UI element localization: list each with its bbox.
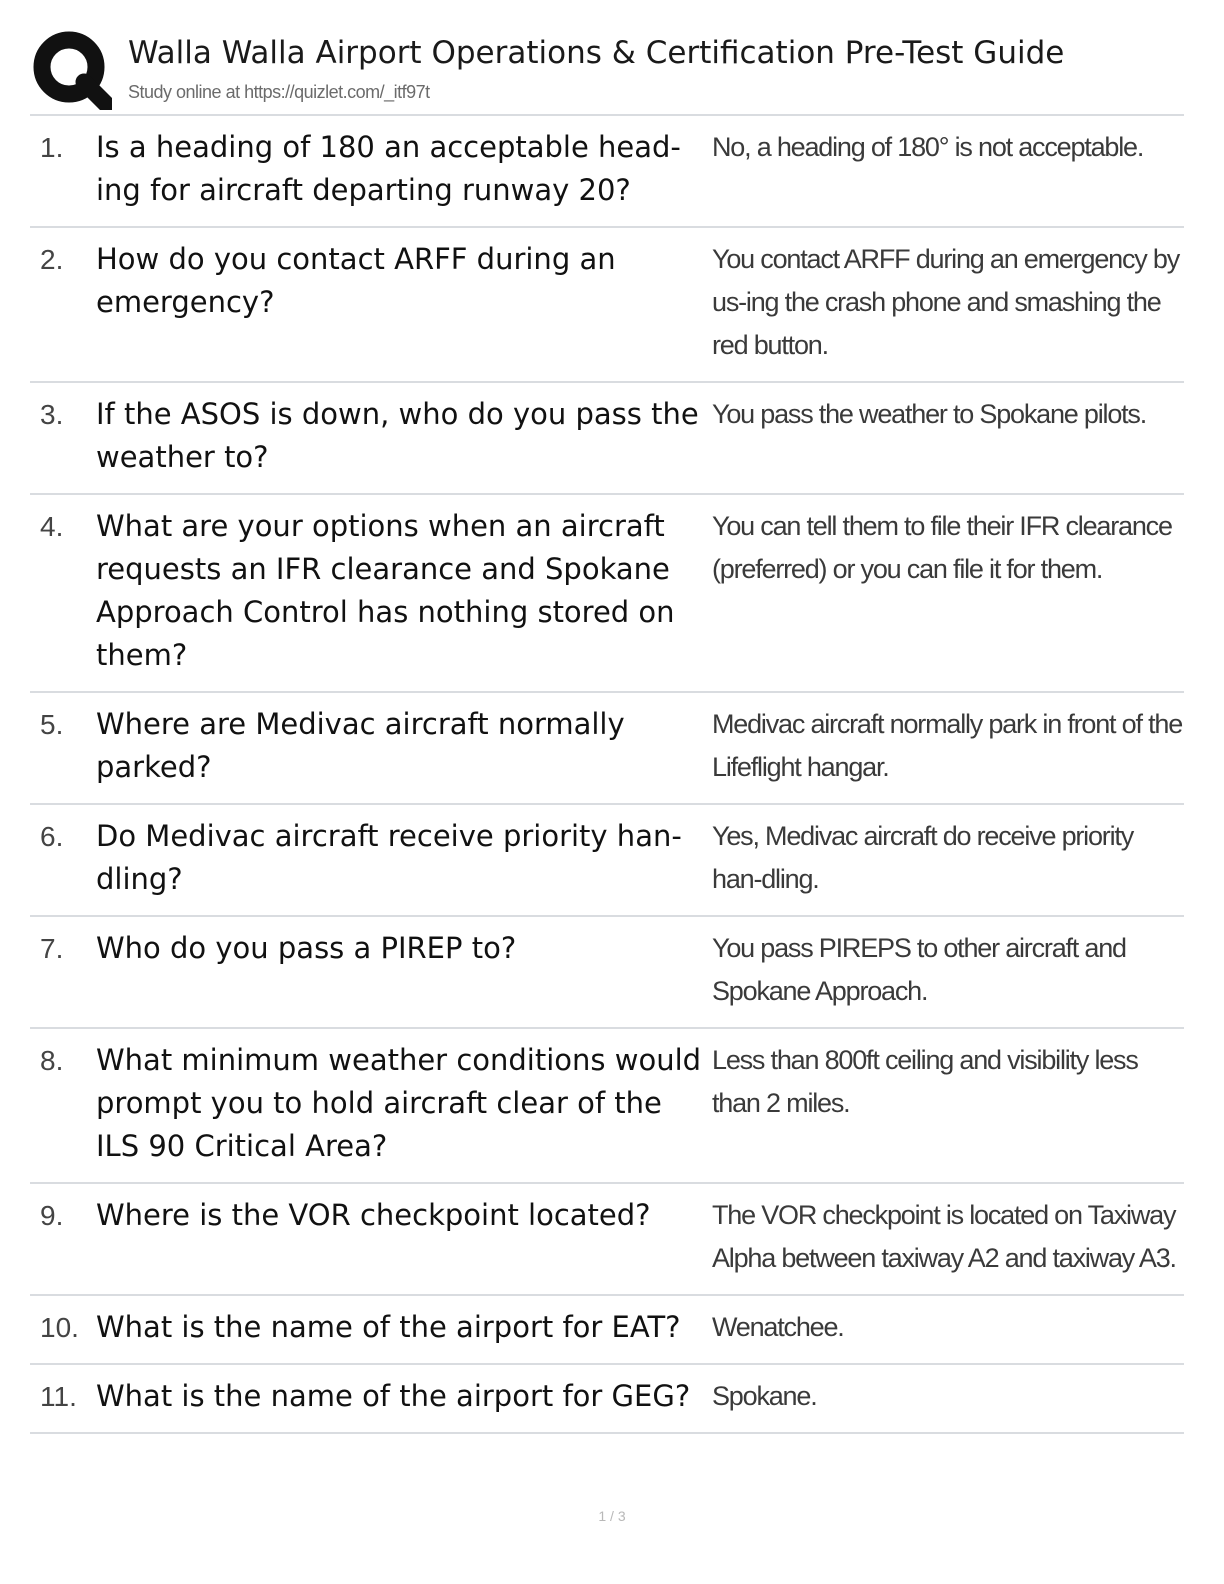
card-question: What minimum weather conditions would prompt you to hold aircraft clear of the ILS 90 Critical Area? bbox=[96, 1043, 702, 1163]
card-answer: Spokane. bbox=[712, 1381, 817, 1411]
card-number: 10. bbox=[40, 1312, 79, 1343]
flashcard-row bbox=[30, 805, 1184, 917]
card-answer: You pass the weather to Spokane pilots. bbox=[712, 399, 1147, 429]
card-number: 4. bbox=[40, 511, 64, 542]
card-answer: The VOR checkpoint is located on Taxiway Alpha between taxiway A2 and taxiway A3. bbox=[712, 1200, 1176, 1273]
flashcard-row bbox=[30, 693, 1184, 805]
card-question: What is the name of the airport for EAT? bbox=[96, 1310, 681, 1344]
flashcard-row bbox=[30, 495, 1184, 693]
quizlet-logo-icon bbox=[32, 30, 112, 110]
card-number: 3. bbox=[40, 399, 64, 430]
card-question: Is a heading of 180 an acceptable head-ing for aircraft departing runway 20? bbox=[96, 130, 681, 207]
card-question: What are your options when an aircraft requests an IFR clearance and Spokane Approach Control has nothing stored on them? bbox=[96, 509, 675, 672]
card-answer: You contact ARFF during an emergency by us-ing the crash phone and smashing the red button. bbox=[712, 244, 1179, 360]
flashcard-row bbox=[30, 116, 1184, 228]
card-number: 8. bbox=[40, 1045, 64, 1076]
card-answer: Wenatchee. bbox=[712, 1312, 844, 1342]
card-question: How do you contact ARFF during an emergency? bbox=[96, 242, 616, 319]
flashcard-row bbox=[30, 383, 1184, 495]
flashcard-row bbox=[30, 1184, 1184, 1296]
card-number: 9. bbox=[40, 1200, 64, 1231]
card-answer: Medivac aircraft normally park in front of the Lifeflight hangar. bbox=[712, 709, 1183, 782]
card-question: What is the name of the airport for GEG? bbox=[96, 1379, 691, 1413]
card-question: Do Medivac aircraft receive priority han-dling? bbox=[96, 819, 682, 896]
card-answer: Yes, Medivac aircraft do receive priority han-dling. bbox=[712, 821, 1133, 894]
card-number: 7. bbox=[40, 933, 64, 964]
card-question: If the ASOS is down, who do you pass the weather to? bbox=[96, 397, 699, 474]
flashcard-row bbox=[30, 1296, 1184, 1365]
card-question: Who do you pass a PIREP to? bbox=[96, 931, 517, 965]
flashcard-list bbox=[30, 116, 1184, 1434]
page-number: 1 / 3 bbox=[598, 1508, 626, 1524]
card-question: Where are Medivac aircraft normally parked? bbox=[96, 707, 625, 784]
study-online-link[interactable]: Study online at https://quizlet.com/_itf97t bbox=[128, 82, 430, 102]
card-answer: Less than 800ft ceiling and visibility less than 2 miles. bbox=[712, 1045, 1138, 1118]
card-number: 1. bbox=[40, 132, 64, 163]
flashcard-row bbox=[30, 917, 1184, 1029]
flashcard-row bbox=[30, 1029, 1184, 1184]
card-answer: You pass PIREPS to other aircraft and Spokane Approach. bbox=[712, 933, 1126, 1006]
flashcard-row bbox=[30, 228, 1184, 383]
card-number: 2. bbox=[40, 244, 64, 275]
flashcard-row bbox=[30, 1365, 1184, 1434]
card-answer: You can tell them to file their IFR clearance (preferred) or you can file it for them. bbox=[712, 511, 1172, 584]
page-title: Walla Walla Airport Operations & Certification Pre-Test Guide bbox=[128, 35, 1065, 71]
card-answer: No, a heading of 180° is not acceptable. bbox=[712, 132, 1144, 162]
card-number: 5. bbox=[40, 709, 64, 740]
card-number: 11. bbox=[40, 1381, 77, 1412]
page-header bbox=[30, 28, 1184, 116]
card-question: Where is the VOR checkpoint located? bbox=[96, 1198, 651, 1232]
card-number: 6. bbox=[40, 821, 64, 852]
